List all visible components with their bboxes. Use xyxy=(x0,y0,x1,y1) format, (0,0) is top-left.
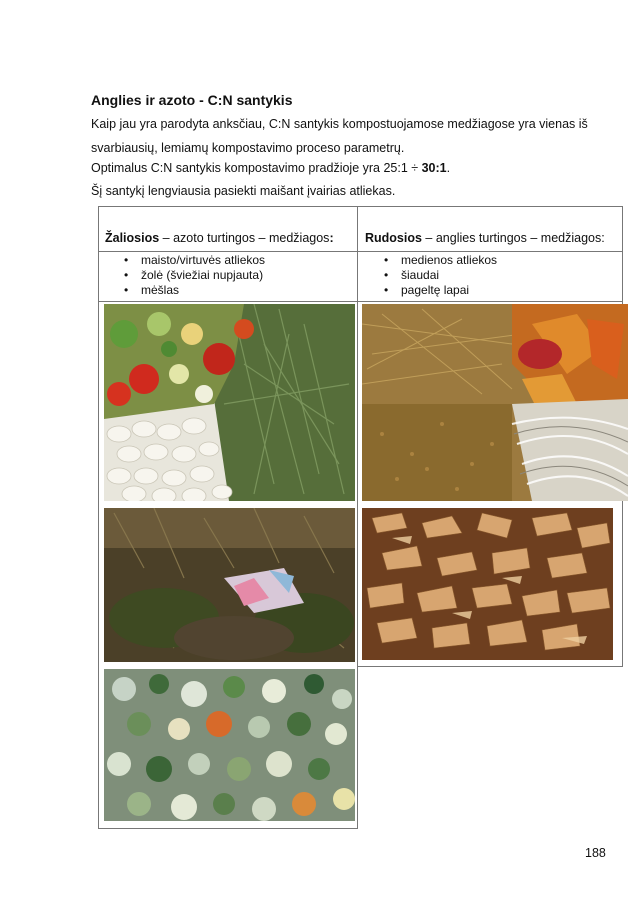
list-item: • mėšlas xyxy=(121,283,265,298)
list-item: • šiaudai xyxy=(381,268,497,283)
green-header-rest: – azoto turtingos – medžiagos xyxy=(159,231,330,245)
section-heading: Anglies ir azoto - C:N santykis xyxy=(91,92,293,108)
wood-chips-photo xyxy=(362,508,613,660)
intro-paragraph-line-2: svarbiausių, lemiamų kompostavimo proceso parametrų. xyxy=(91,141,405,155)
materials-table xyxy=(98,206,623,302)
food-waste-photo xyxy=(104,669,355,821)
optimal-ratio-end: . xyxy=(446,161,451,175)
mixing-paragraph: Šį santykį lengviausia pasiekti maišant įvairias atliekas. xyxy=(91,184,396,198)
manure-photo xyxy=(104,508,355,662)
brown-materials-list xyxy=(381,253,497,298)
green-header-colon: : xyxy=(329,231,334,245)
list-item: • maisto/virtuvės atliekos xyxy=(121,253,265,268)
list-item: • žolė (šviežiai nupjauta) xyxy=(121,268,265,283)
brown-header-bold: Rudosios xyxy=(365,231,422,245)
optimal-ratio-text: Optimalus C:N santykis kompostavimo pradžioje yra 25:1 ÷ xyxy=(91,161,422,175)
optimal-ratio-paragraph xyxy=(91,160,450,176)
straw-and-leaves-photo xyxy=(362,304,628,501)
table-divider-vertical xyxy=(357,207,358,301)
brown-materials-header xyxy=(365,231,605,245)
green-materials-header xyxy=(105,231,334,245)
page-number: 188 xyxy=(585,846,606,860)
green-header-bold: Žaliosios xyxy=(105,231,160,245)
table-divider-horizontal xyxy=(99,251,622,252)
vegetables-and-grass-photo xyxy=(104,304,355,501)
green-materials-list xyxy=(121,253,265,298)
list-item: • medienos atliekos xyxy=(381,253,497,268)
intro-paragraph-line-1: Kaip jau yra parodyta anksčiau, C:N santykis kompostuojamose medžiagose yra vienas iš xyxy=(91,117,588,131)
list-item: • pageltę lapai xyxy=(381,283,497,298)
brown-header-rest: – anglies turtingos – medžiagos: xyxy=(421,231,605,245)
optimal-ratio-value: 30:1 xyxy=(421,161,447,175)
